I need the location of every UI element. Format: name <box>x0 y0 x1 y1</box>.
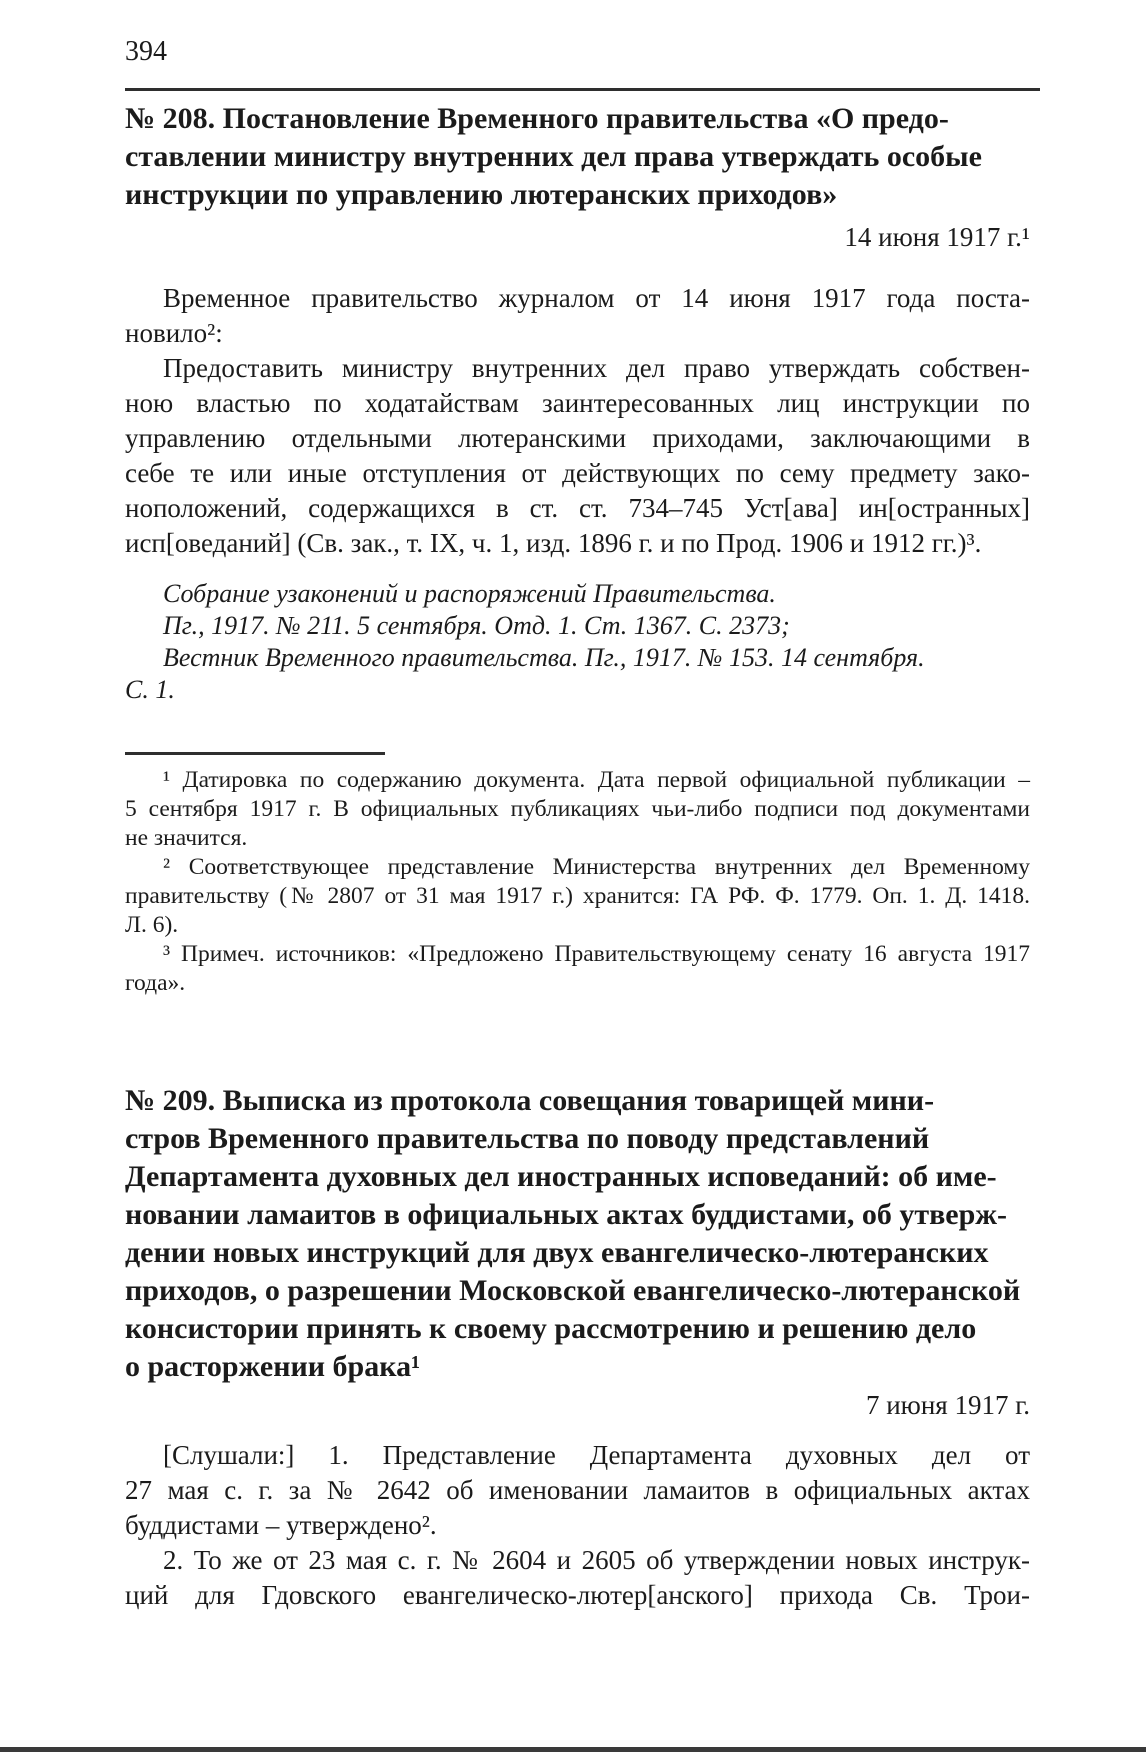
heading-line: дении новых инструкций для двух евангелическо-лютеранских <box>125 1236 989 1269</box>
heading-line: инструкции по управлению лютеранских приходов» <box>125 178 838 211</box>
paragraph-line: [Слушали:] 1. Представление Департамента духовных дел от <box>163 1440 1030 1470</box>
doc208-date: 14 июня 1917 г.¹ <box>844 222 1030 252</box>
heading-line: № 209. Выписка из протокола совещания товарищей мини- <box>125 1084 935 1117</box>
footnote-line: правительству (№ 2807 от 31 мая 1917 г.) хранится: ГА РФ. Ф. 1779. Оп. 1. Д. 1418. <box>125 883 1030 909</box>
heading-line: ставлении министру внутренних дел права утверждать особые <box>125 140 982 173</box>
paragraph-line: ною властью по ходатайствам заинтересованных лиц инструкции по <box>125 388 1030 418</box>
heading-line: стров Временного правительства по поводу представлений <box>125 1122 930 1155</box>
page-number: 394 <box>125 36 167 67</box>
page-bottom-rule <box>0 1747 1146 1752</box>
footnote-2 <box>125 853 1030 940</box>
footnote-separator-rule <box>125 752 385 755</box>
heading-line: Департамента духовных дел иностранных исповеданий: об име- <box>125 1160 997 1193</box>
footnote-line: ¹ Датировка по содержанию документа. Дата первой официальной публикации – <box>163 767 1030 793</box>
footnote-line: 5 сентября 1917 г. В официальных публикациях чьи-либо подписи под документами <box>125 796 1030 822</box>
paragraph-line: Временное правительство журналом от 14 июня 1917 года поста- <box>163 283 1030 313</box>
doc209-date: 7 июня 1917 г. <box>865 1390 1030 1420</box>
doc208-heading <box>125 100 1030 214</box>
doc208-paragraph-2 <box>125 351 1030 561</box>
heading-line: новании ламаитов в официальных актах буддистами, об утверж- <box>125 1198 1008 1231</box>
paragraph-line: ноположений, содержащихся в ст. ст. 734–745 Уст[ава] ин[остранных] <box>125 493 1030 523</box>
doc209-paragraph-1 <box>125 1438 1030 1543</box>
paragraph-line: новило²: <box>125 318 223 348</box>
footnote-line: ³ Примеч. источников: «Предложено Правительствующему сенату 16 августа 1917 <box>163 941 1030 967</box>
heading-line: приходов, о разрешении Московской евангелическо-лютеранской <box>125 1274 1021 1307</box>
paragraph-line: исп[оведаний] (Св. зак., т. IX, ч. 1, изд. 1896 г. и по Прод. 1906 и 1912 гг.)³. <box>125 528 982 558</box>
heading-line: консистории принять к своему рассмотрению и решению дело <box>125 1312 977 1345</box>
doc208-source-citation <box>125 578 1030 706</box>
doc209-heading <box>125 1082 1030 1386</box>
footnote-3 <box>125 940 1030 998</box>
citation-line: Собрание узаконений и распоряжений Правительства. <box>163 579 776 608</box>
citation-line: Вестник Временного правительства. Пг., 1917. № 153. 14 сентября. <box>163 643 925 672</box>
footnote-1 <box>125 766 1030 853</box>
header-rule <box>125 88 1040 91</box>
paragraph-line: ций для Гдовского евангелическо-лютер[анского] прихода Св. Трои- <box>125 1580 1030 1610</box>
footnote-line: ² Соответствующее представление Министерства внутренних дел Временному <box>163 854 1030 880</box>
footnote-line: Л. 6). <box>125 912 179 938</box>
citation-line: С. 1. <box>125 675 175 704</box>
paragraph-line: 2. То же от 23 мая с. г. № 2604 и 2605 об утверждении новых инструк- <box>163 1545 1030 1575</box>
doc209-paragraph-2 <box>125 1543 1030 1613</box>
heading-line: о расторжении брака¹ <box>125 1350 421 1383</box>
footnote-line: года». <box>125 970 186 996</box>
paragraph-line: буддистами – утверждено². <box>125 1510 437 1540</box>
citation-line: Пг., 1917. № 211. 5 сентября. Отд. 1. Ст. 1367. С. 2373; <box>163 611 790 640</box>
paragraph-line: себе те или иные отступления от действующих по сему предмету зако- <box>125 458 1030 488</box>
paragraph-line: 27 мая с. г. за № 2642 об именовании ламаитов в официальных актах <box>125 1475 1030 1505</box>
doc208-paragraph-1 <box>125 281 1030 351</box>
paragraph-line: управлению отдельными лютеранскими приходами, заключающими в <box>125 423 1030 453</box>
heading-line: № 208. Постановление Временного правительства «О предо- <box>125 102 949 135</box>
footnote-line: не значится. <box>125 825 248 851</box>
paragraph-line: Предоставить министру внутренних дел право утверждать собствен- <box>163 353 1030 383</box>
